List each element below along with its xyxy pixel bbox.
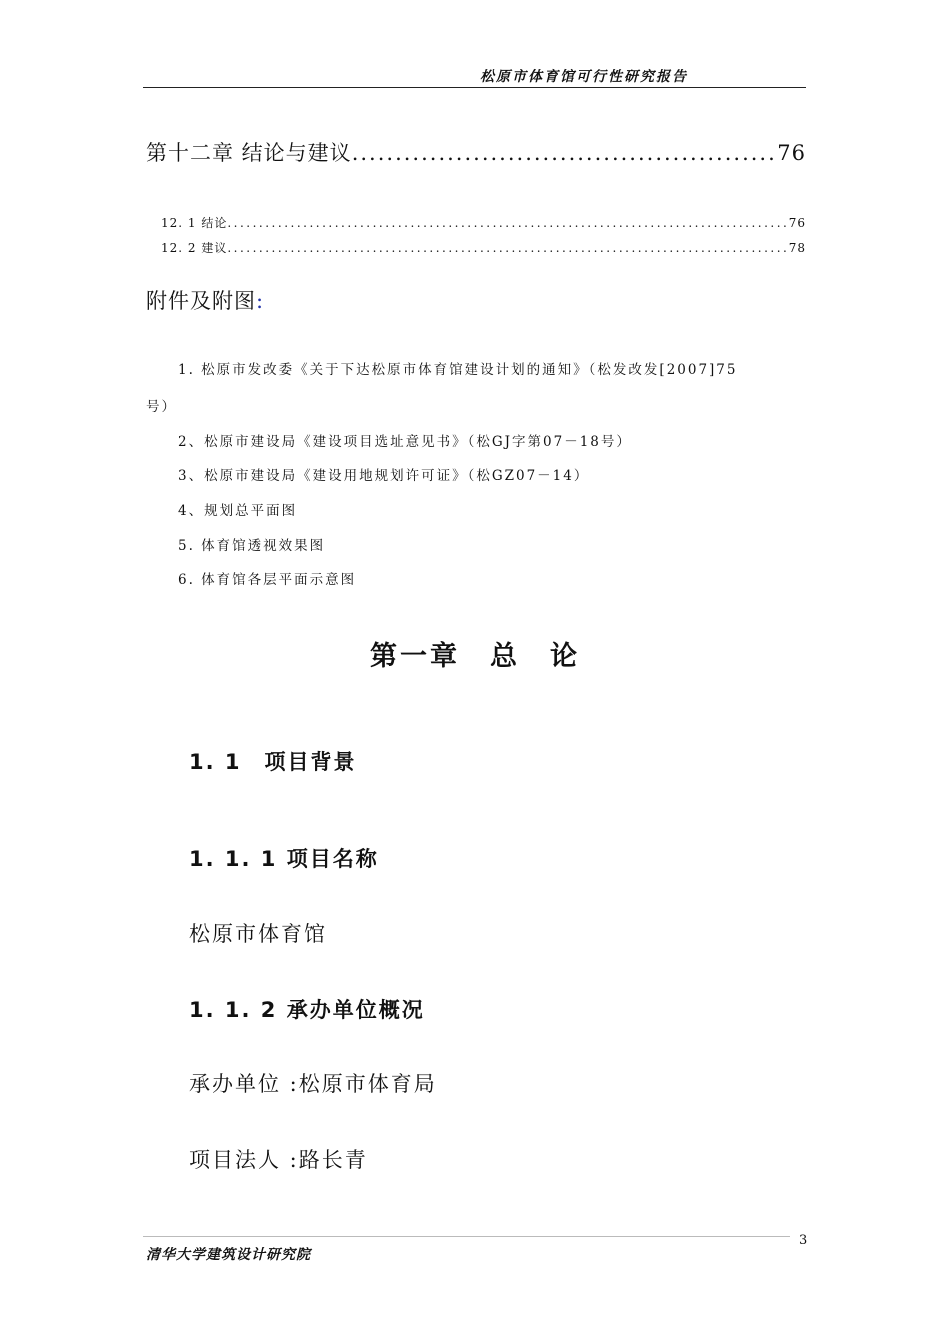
attachment-item-3: 3、松原市建设局《建设用地规划许可证》（松GZ07－14）: [178, 468, 590, 484]
attachment-item-1-continued: 号）: [146, 399, 177, 415]
project-name-text: 松原市体育馆: [189, 922, 327, 946]
undertaker-text: 承办单位 :松原市体育局: [189, 1072, 437, 1096]
toc-leader-dots: [227, 216, 788, 230]
footer-institution: 清华大学建筑设计研究院: [146, 1247, 311, 1263]
attachment-item-4: 4、规划总平面图: [178, 503, 298, 519]
section-1-1-2-heading: 1. 1. 2 承办单位概况: [189, 998, 425, 1022]
toc-chapter-12[interactable]: [146, 137, 806, 167]
toc-chapter-label: 第十二章 结论与建议: [146, 141, 352, 165]
section-1-1-heading: 1. 1 项目背景: [189, 750, 357, 774]
toc-section-12-1[interactable]: [161, 214, 806, 231]
page-number: 3: [799, 1233, 808, 1248]
footer-divider: [143, 1236, 790, 1237]
attachment-item-1: 1. 松原市发改委《关于下达松原市体育馆建设计划的通知》（松发改发[2007]75: [178, 362, 738, 378]
toc-section-label: 12. 2 建议: [161, 241, 228, 255]
header-title: 松原市体育馆可行性研究报告: [480, 69, 688, 85]
section-1-1-1-heading: 1. 1. 1 项目名称: [189, 847, 379, 871]
toc-chapter-page: 76: [777, 141, 806, 165]
attachment-item-2: 2、松原市建设局《建设项目选址意见书》（松GJ字第07－18号）: [178, 434, 632, 450]
toc-section-page: 78: [788, 241, 806, 255]
header-divider: [143, 87, 806, 88]
attachments-heading-colon: :: [256, 289, 265, 313]
attachment-item-6: 6. 体育馆各层平面示意图: [178, 572, 357, 588]
toc-section-page: 76: [788, 216, 806, 230]
toc-leader-dots: [227, 241, 788, 255]
chapter-1-title: 第一章 总 论: [370, 641, 580, 672]
attachments-heading-text: 附件及附图: [146, 289, 256, 313]
attachments-heading: [146, 285, 264, 315]
attachment-item-5: 5. 体育馆透视效果图: [178, 538, 326, 554]
toc-leader-dots: [352, 141, 778, 165]
legal-person-text: 项目法人 :路长青: [189, 1148, 368, 1172]
toc-section-12-2[interactable]: [161, 239, 806, 256]
toc-section-label: 12. 1 结论: [161, 216, 228, 230]
